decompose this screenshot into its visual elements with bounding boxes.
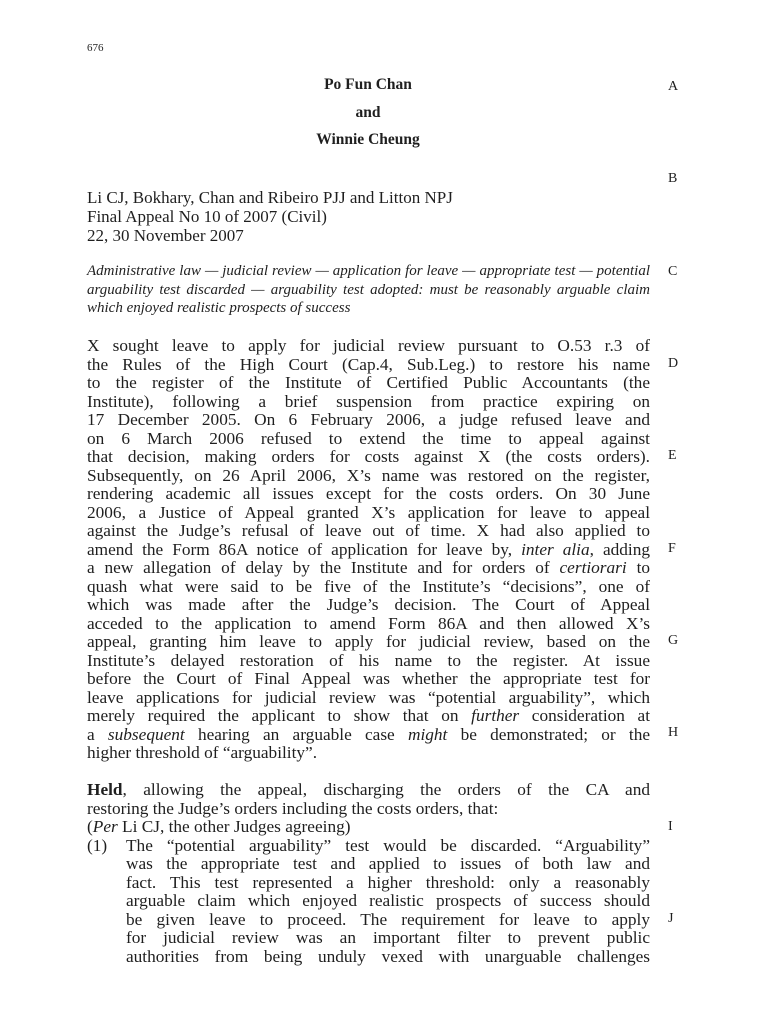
text-line: that decision, making orders for costs against X (the costs orders). <box>87 447 650 466</box>
latin-term: certiorari <box>559 558 627 577</box>
margin-letter: E <box>668 448 677 463</box>
text-line: X sought leave to apply for judicial review pursuant to O.53 r.3 of <box>87 336 650 355</box>
item-number: (1) <box>87 836 108 855</box>
text-line <box>87 558 650 578</box>
text-span: a <box>87 725 95 744</box>
text-line: the Rules of the High Court (Cap.4, Sub.Leg.) to restore his name <box>87 355 650 374</box>
text-line: was the appropriate test and applied to issues of both law and <box>126 854 650 873</box>
coram: Li CJ, Bokhary, Chan and Ribeiro PJJ and Litton NPJ <box>87 188 453 207</box>
party-appellant: Po Fun Chan <box>324 76 412 93</box>
text-span: a new allegation of delay by the Institute and for orders of <box>87 558 550 577</box>
text-line: which was made after the Judge’s decision. The Court of Appeal <box>87 595 650 614</box>
text-line <box>87 780 650 800</box>
text-line: quash what were said to be five of the Institute’s “decisions”, one of <box>87 577 650 596</box>
margin-letter: H <box>668 725 679 740</box>
text-line: be given leave to proceed. The requirement for leave to apply <box>126 910 650 929</box>
text-line <box>87 706 650 726</box>
margin-letter: B <box>668 171 678 186</box>
margin-letter: G <box>668 633 679 648</box>
party-conjunction: and <box>355 104 381 121</box>
margin-letter: F <box>668 541 676 556</box>
text-span: Li CJ, the other Judges agreeing) <box>117 817 351 836</box>
text-line: for judicial review was an important filter to prevent public <box>126 928 650 947</box>
text-line: to the register of the Institute of Certified Public Accountants (the <box>87 373 650 392</box>
held-label: Held <box>87 780 123 799</box>
margin-letter: J <box>668 911 674 926</box>
text-line: higher threshold of “arguability”. <box>87 743 318 762</box>
party-respondent: Winnie Cheung <box>316 131 420 148</box>
text-line: authorities from being unduly vexed with unarguable challenges <box>126 947 650 966</box>
emphasis: further <box>471 706 520 725</box>
margin-letter: C <box>668 264 678 279</box>
text-span: amend the Form 86A notice of application for leave by, <box>87 540 513 559</box>
text-span: to <box>626 558 650 577</box>
text-span: be demonstrated; or the <box>447 725 650 744</box>
text-line: against the Judge’s refusal of leave out of time. X had also applied to <box>87 521 650 540</box>
latin-term: inter alia <box>521 540 590 559</box>
text-line: arguable claim which enjoyed realistic prospects of success should <box>126 891 650 910</box>
text-span: merely required the applicant to show that on <box>87 706 459 725</box>
text-line <box>87 540 650 560</box>
text-line <box>87 725 650 745</box>
margin-letter: A <box>668 79 679 94</box>
text-line: before the Court of Final Appeal was whether the appropriate test for <box>87 669 650 688</box>
text-span: consideration at <box>519 706 650 725</box>
text-line: on 6 March 2006 refused to extend the time to appeal against <box>87 429 650 448</box>
text-line: restoring the Judge’s orders including the costs orders, that: <box>87 799 499 818</box>
emphasis: Per <box>92 817 118 836</box>
text-span: , allowing the appeal, discharging the orders of the CA and <box>122 780 650 799</box>
margin-letter: D <box>668 356 679 371</box>
text-line: The “potential arguability” test would be discarded. “Arguability” <box>126 836 650 855</box>
text-span: hearing an arguable case <box>184 725 395 744</box>
hearing-dates: 22, 30 November 2007 <box>87 226 244 245</box>
page-number: 676 <box>87 42 104 54</box>
emphasis: subsequent <box>107 725 185 744</box>
text-line: Subsequently, on 26 April 2006, X’s name was restored on the register, <box>87 466 650 485</box>
text-line: rendering academic all issues except for the costs orders. On 30 June <box>87 484 650 503</box>
text-line: fact. This test represented a higher threshold: only a reasonably <box>126 873 650 892</box>
text-line: acceded to the application to amend Form 86A and then allowed X’s <box>87 614 650 633</box>
margin-letter: I <box>668 819 673 834</box>
text-line: leave applications for judicial review was “potential arguability”, which <box>87 688 650 707</box>
text-line <box>87 817 650 837</box>
text-span: ( <box>87 817 93 836</box>
emphasis: might <box>407 725 448 744</box>
text-span: , adding <box>589 540 650 559</box>
text-line: 2006, a Justice of Appeal granted X’s application for leave to appeal <box>87 503 650 522</box>
text-line: Institute), following a brief suspension from practice expiring on <box>87 392 650 411</box>
appeal-number: Final Appeal No 10 of 2007 (Civil) <box>87 207 327 226</box>
text-line: Institute’s delayed restoration of his name to the register. At issue <box>87 651 650 670</box>
text-line: 17 December 2005. On 6 February 2006, a judge refused leave and <box>87 410 650 429</box>
catchwords: Administrative law — judicial review — application for leave — appropriate test — potential arguability test discarded — arguability test adopted: must be reasonably arguable claim which enjoyed realistic prospects of success <box>87 263 650 316</box>
text-line: appeal, granting him leave to apply for judicial review, based on the <box>87 632 650 651</box>
